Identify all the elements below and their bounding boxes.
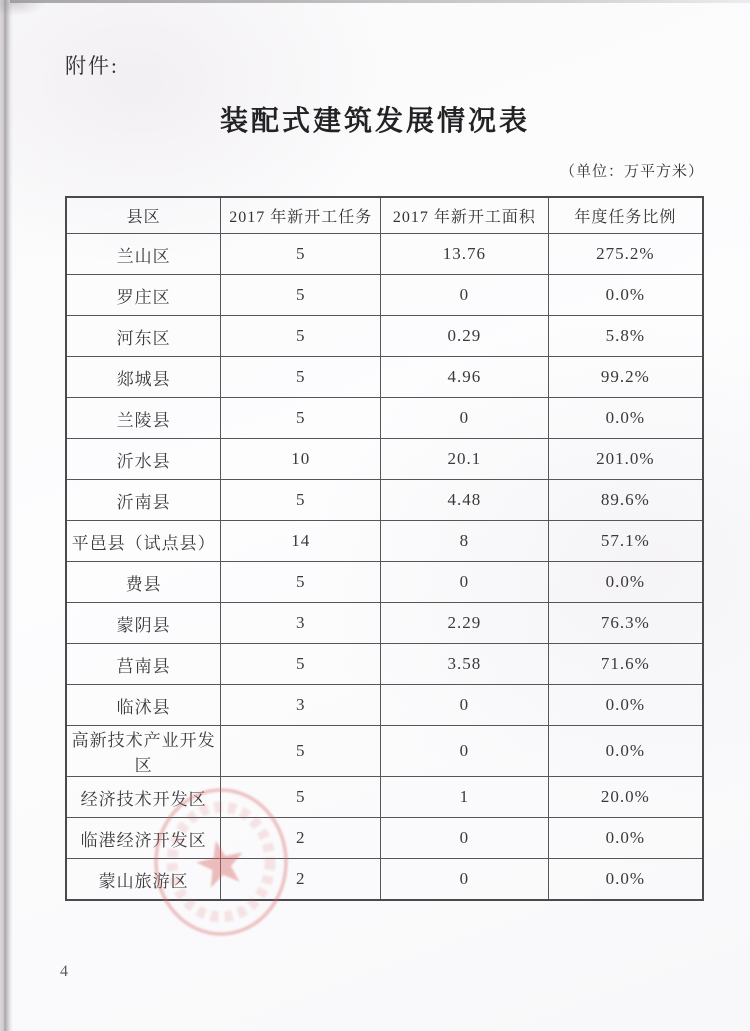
cell-task: 5 [221,777,381,818]
table-row [66,603,703,644]
cell-task: 10 [221,439,381,480]
page-title: 装配式建筑发展情况表 [219,106,530,137]
cell-ratio: 0.0% [548,685,703,726]
cell-area: 0 [381,726,549,777]
cell-ratio: 76.3% [548,603,703,644]
attachment-label: 附件: [65,54,119,78]
table-row [66,818,703,859]
cell-ratio: 0.0% [548,859,703,901]
cell-task: 2 [221,818,381,859]
cell-ratio: 0.0% [548,818,703,859]
table-row [66,777,703,818]
cell-task: 2 [221,859,381,901]
cell-county: 临沭县 [66,685,221,726]
cell-ratio: 0.0% [548,562,703,603]
cell-ratio: 0.0% [548,726,703,777]
cell-county: 沂南县 [66,480,221,521]
table-row [66,726,703,777]
cell-area: 0 [381,685,549,726]
scan-corner-smudge [0,0,46,16]
cell-task: 3 [221,603,381,644]
cell-county: 郯城县 [66,357,221,398]
cell-task: 14 [221,521,381,562]
table-row [66,275,703,316]
cell-area: 1 [381,777,549,818]
cell-area: 20.1 [381,439,549,480]
table-row [66,234,703,275]
cell-county: 兰山区 [66,234,221,275]
table-row [66,685,703,726]
cell-task: 5 [221,234,381,275]
cell-ratio: 99.2% [548,357,703,398]
cell-county: 罗庄区 [66,275,221,316]
cell-area: 13.76 [381,234,549,275]
cell-area: 0.29 [381,316,549,357]
cell-task: 5 [221,480,381,521]
table-row [66,644,703,685]
cell-area: 4.96 [381,357,549,398]
cell-task: 3 [221,685,381,726]
header-area: 2017 年新开工面积 [381,197,549,234]
cell-area: 0 [381,275,549,316]
table-row [66,316,703,357]
table-row [66,859,703,901]
header-ratio: 年度任务比例 [548,197,703,234]
cell-area: 2.29 [381,603,549,644]
cell-area: 0 [381,562,549,603]
cell-county: 临港经济开发区 [66,818,221,859]
cell-ratio: 0.0% [548,398,703,439]
unit-note: （单位：万平方米） [559,164,704,180]
cell-ratio: 0.0% [548,275,703,316]
cell-area: 0 [381,859,549,901]
table-row [66,357,703,398]
scan-edge-left [0,0,13,1031]
cell-task: 5 [221,644,381,685]
cell-county: 高新技术产业开发区 [66,726,221,777]
cell-task: 5 [221,357,381,398]
cell-county: 莒南县 [66,644,221,685]
cell-county: 河东区 [66,316,221,357]
cell-ratio: 71.6% [548,644,703,685]
cell-county: 蒙山旅游区 [66,859,221,901]
header-task: 2017 年新开工任务 [221,197,381,234]
cell-ratio: 275.2% [548,234,703,275]
scan-edge-top [10,0,750,3]
cell-county: 兰陵县 [66,398,221,439]
cell-ratio: 89.6% [548,480,703,521]
page-number: 4 [60,963,69,980]
cell-county: 经济技术开发区 [66,777,221,818]
cell-ratio: 201.0% [548,439,703,480]
cell-task: 5 [221,562,381,603]
table-row [66,439,703,480]
development-table [65,196,704,901]
cell-area: 4.48 [381,480,549,521]
cell-county: 沂水县 [66,439,221,480]
cell-area: 3.58 [381,644,549,685]
table-row [66,480,703,521]
cell-county: 蒙阴县 [66,603,221,644]
table-row [66,521,703,562]
cell-county: 平邑县（试点县） [66,521,221,562]
cell-ratio: 20.0% [548,777,703,818]
cell-task: 5 [221,275,381,316]
cell-area: 0 [381,818,549,859]
table-row [66,562,703,603]
cell-task: 5 [221,726,381,777]
table-header-row [66,197,703,234]
cell-area: 0 [381,398,549,439]
cell-ratio: 57.1% [548,521,703,562]
cell-task: 5 [221,398,381,439]
header-county: 县区 [66,197,221,234]
cell-task: 5 [221,316,381,357]
cell-county: 费县 [66,562,221,603]
cell-area: 8 [381,521,549,562]
cell-ratio: 5.8% [548,316,703,357]
table-row [66,398,703,439]
